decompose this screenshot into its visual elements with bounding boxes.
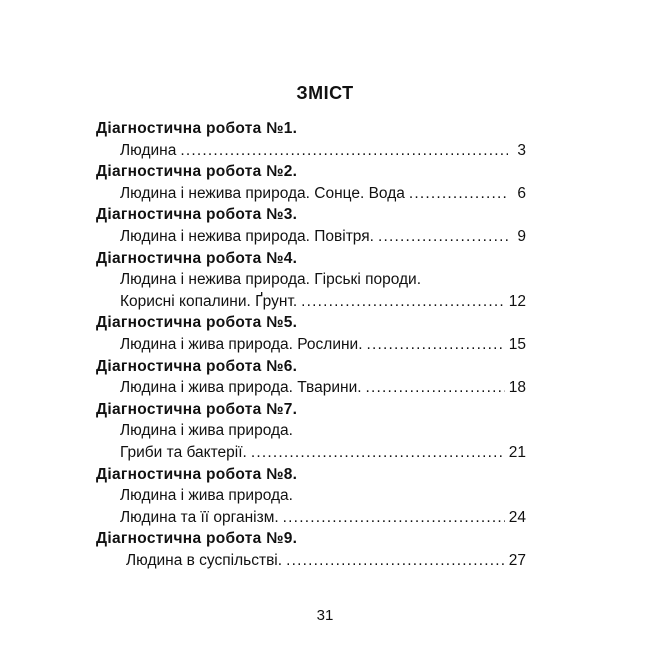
- toc-leader-dots: [180, 140, 508, 162]
- page-title: ЗМІСТ: [296, 83, 354, 103]
- toc-section-heading: Діагностична робота №1.: [96, 120, 298, 137]
- toc-entry-page: 3: [517, 141, 526, 159]
- toc-entry-page: 27: [508, 551, 526, 569]
- toc-entry-title: Людина і жива природа.: [120, 487, 293, 505]
- toc-section-heading: Діагностична робота №2.: [96, 163, 298, 181]
- toc-entry: [96, 183, 526, 205]
- toc-leader-dots: [283, 507, 505, 529]
- toc-section-heading: Діагностична робота №6.: [96, 357, 298, 375]
- toc-entry-page: 18: [508, 379, 526, 397]
- toc-entry-title: Людина і жива природа. Тварини.: [120, 379, 362, 397]
- toc-entry: [96, 442, 526, 464]
- table-of-contents: [96, 118, 526, 571]
- toc-section-heading: Діагностична робота №5.: [96, 314, 298, 332]
- toc-entry-title: Людина: [120, 141, 177, 159]
- toc-entry-page: 12: [508, 292, 526, 310]
- toc-entry: [96, 226, 526, 248]
- toc-entry-title: Корисні копалини. Ґрунт.: [120, 292, 298, 310]
- toc-leader-dots: [286, 550, 505, 572]
- toc-leader-dots: [367, 334, 505, 356]
- toc-entry-title: Людина і нежива природа. Повітря.: [120, 227, 374, 245]
- toc-leader-dots: [366, 377, 505, 399]
- toc-entry-page: 24: [508, 508, 526, 526]
- toc-entry-title: Людина і жива природа. Рослини.: [120, 335, 363, 353]
- toc-entry-page: 6: [517, 184, 526, 202]
- toc-entry-page: 21: [508, 443, 526, 461]
- toc-section-heading: Діагностична робота №7.: [96, 400, 298, 418]
- toc-section-heading: Діагностична робота №8.: [96, 465, 298, 483]
- toc-leader-dots: [409, 183, 508, 205]
- toc-leader-dots: [301, 291, 505, 313]
- toc-section-heading: Діагностична робота №9.: [96, 530, 298, 548]
- toc-entry-page: 9: [517, 227, 526, 245]
- toc-entry-title: Людина і нежива природа. Сонце. Вода: [120, 184, 405, 202]
- toc-entry: [96, 550, 526, 572]
- toc-entry: [96, 334, 526, 356]
- toc-entry: [96, 291, 526, 313]
- toc-leader-dots: [251, 442, 505, 464]
- toc-entry-title: Гриби та бактерії.: [120, 443, 247, 461]
- toc-entry-title: Людина та її організм.: [120, 508, 279, 526]
- toc-section-heading: Діагностична робота №4.: [96, 249, 298, 267]
- toc-entry-title: Людина і нежива природа. Гірські породи.: [120, 271, 422, 289]
- toc-entry: [96, 507, 526, 529]
- toc-entry: [96, 140, 526, 162]
- page-number: 31: [316, 607, 334, 624]
- toc-entry-page: 15: [508, 335, 526, 353]
- toc-entry-title: Людина в суспільстві.: [126, 551, 283, 569]
- toc-section-heading: Діагностична робота №3.: [96, 206, 298, 224]
- toc-entry-title: Людина і жива природа.: [120, 422, 293, 440]
- toc-entry: [96, 377, 526, 399]
- toc-leader-dots: [378, 226, 508, 248]
